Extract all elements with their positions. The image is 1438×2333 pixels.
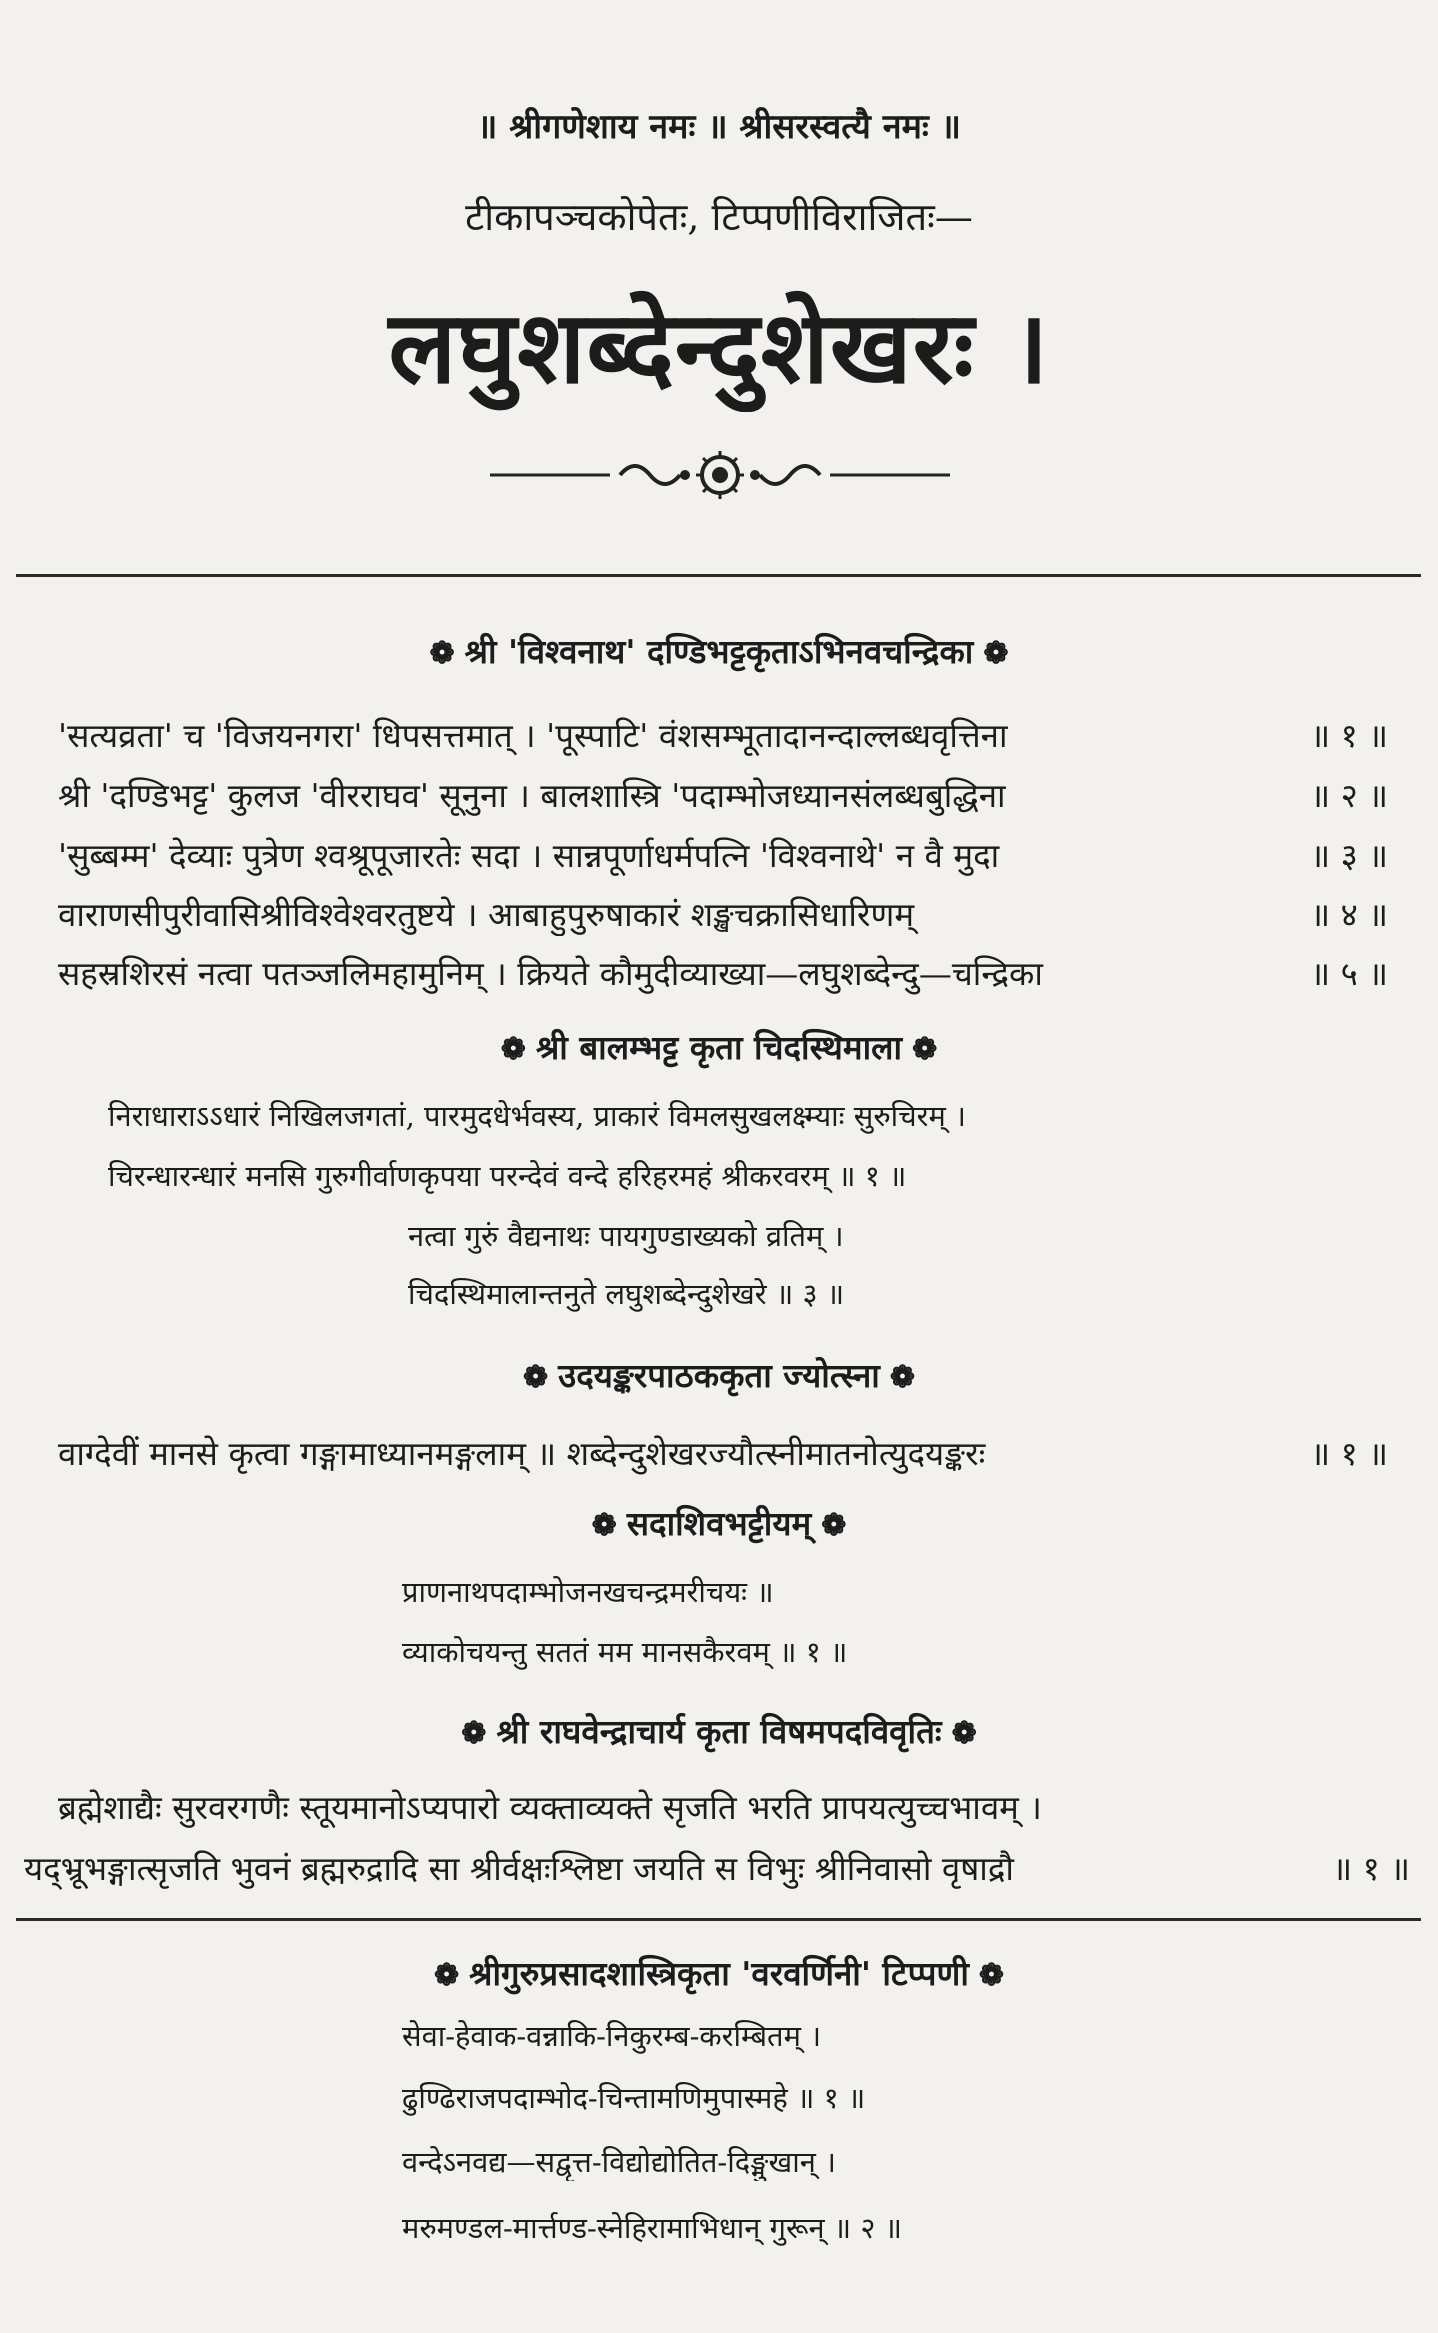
book-title: लघुशब्देन्दुशेखरः । xyxy=(388,288,1050,406)
flower-icon: ❁ xyxy=(821,1508,847,1543)
flower-icon: ❁ xyxy=(889,1360,915,1395)
verse-line: वाराणसीपुरीवासिश्रीविश्वेश्वरतुष्टये । आबाहुपुरुषाकारं शङ्खचक्रासिधारिणम् ॥ ४ ॥ xyxy=(58,895,1388,934)
verse-line: 'सत्यव्रता' च 'विजयनगरा' धिपसत्तमात् । 'पूस्पाटि' वंशसम्भूतादानन्दाल्लब्धवृत्तिना ॥ १ ॥ xyxy=(58,716,1388,755)
verse-line: वाग्देवीं मानसे कृत्वा गङ्गामाध्यानमङ्गलाम् ॥ शब्देन्दुशेखरज्यौत्स्नीमातनोत्युदयङ्करः ॥ १ ॥ xyxy=(58,1434,1388,1473)
verse-line: यद्भ्रूभङ्गात्सृजति भुवनं ब्रह्मरुद्रादि सा श्रीर्वक्षःश्लिष्टा जयति स विभुः श्रीनिवासो वृषाद्रौ ॥ १ ॥ xyxy=(24,1849,1410,1888)
verse-line: सेवा-हेवाक-वन्नाकि-निकुरम्ब-करम्बितम् । xyxy=(402,2019,822,2053)
divider-bottom xyxy=(16,1918,1421,1921)
floral-divider-icon xyxy=(490,445,950,505)
verse-line: चिरन्धारन्धारं मनसि गुरुगीर्वाणकृपया परन्देवं वन्दे हरिहरमहं श्रीकरवरम् ॥ १ ॥ xyxy=(108,1159,907,1193)
divider-top xyxy=(16,574,1421,577)
verse-line: ब्रह्मेशाद्यैः सुरवरगणैः स्तूयमानोऽप्यपारो व्यक्ताव्यक्ते सृजति भरति प्रापयत्युच्चभावम् । xyxy=(58,1788,1042,1827)
invocation: ॥ श्रीगणेशाय नमः ॥ श्रीसरस्वत्यै नमः ॥ xyxy=(477,107,961,147)
subtitle: टीकापञ्चकोपेतः, टिप्पणीविराजितः— xyxy=(465,195,973,239)
verse-line: प्राणनाथपदाम्भोजनखचन्द्रमरीचयः ॥ xyxy=(402,1575,774,1609)
section-heading-sadashivabhattiyam: ❁ सदाशिवभट्टीयम् ❁ xyxy=(591,1504,847,1543)
verse-line: श्री 'दण्डिभट्ट' कुलज 'वीरराघव' सूनुना । बालशास्त्रि 'पदाम्भोजध्यानसंलब्धबुद्धिना ॥ २ ॥ xyxy=(58,776,1388,815)
flower-icon: ❁ xyxy=(522,1360,549,1395)
flower-icon: ❁ xyxy=(461,1716,487,1751)
flower-icon: ❁ xyxy=(433,1958,460,1993)
flower-icon: ❁ xyxy=(912,1032,938,1067)
verse-line: 'सुब्बम्म' देव्याः पुत्रेण श्वश्रूपूजारतेः सदा । सान्नपूर्णाधर्मपत्नि 'विश्वनाथे' न वै मुदा ॥ ३ ॥ xyxy=(58,836,1388,875)
flower-icon: ❁ xyxy=(951,1716,977,1751)
section-heading-chidasthimala: ❁ श्री बालम्भट्ट कृता चिदस्थिमाला ❁ xyxy=(500,1028,938,1067)
verse-line: मरुमण्डल-मार्त्तण्ड-स्नेहिरामाभिधान् गुरून् ॥ २ ॥ xyxy=(402,2211,903,2245)
section-heading-vishamapadavivriti: ❁ श्री राघवेन्द्राचार्य कृता विषमपदविवृतिः ❁ xyxy=(461,1712,977,1751)
verse-line: ढुण्ढिराजपदाम्भोद-चिन्तामणिमुपास्महे ॥ १ ॥ xyxy=(402,2081,866,2115)
section-heading-jyotsna: ❁ उदयङ्करपाठककृता ज्योत्स्ना ❁ xyxy=(522,1356,915,1395)
verse-line: चिदस्थिमालान्तनुते लघुशब्देन्दुशेखरे ॥ ३ ॥ xyxy=(408,1277,845,1311)
section-heading-varavarnini: ❁ श्रीगुरुप्रसादशास्त्रिकृता 'वरवर्णिनी' टिप्पणी ❁ xyxy=(433,1954,1005,1993)
flower-icon: ❁ xyxy=(500,1032,526,1067)
verse-line: निराधाराऽऽधारं निखिलजगतां, पारमुदधेर्भवस्य, प्राकारं विमलसुखलक्ष्म्याः सुरुचिरम् । xyxy=(108,1099,967,1133)
section-heading-abhinavachandrika: ❁ श्री 'विश्वनाथ' दण्डिभट्टकृताऽभिनवचन्द्रिका ❁ xyxy=(429,632,1009,671)
verse-line: सहस्रशिरसं नत्वा पतञ्जलिमहामुनिम् । क्रियते कौमुदीव्याख्या—लघुशब्देन्दु—चन्द्रिका ॥ ५ ॥ xyxy=(58,954,1388,993)
verse-line: वन्देऽनवद्य—सद्वृत्त-विद्योद्योतित-दिङ्मुखान् । xyxy=(402,2145,837,2179)
flower-icon: ❁ xyxy=(591,1508,617,1543)
flower-icon: ❁ xyxy=(978,1958,1005,1993)
flower-icon: ❁ xyxy=(983,636,1009,671)
verse-line: नत्वा गुरुं वैद्यनाथः पायगुण्डाख्यको व्रतिम् । xyxy=(408,1219,844,1253)
verse-line: व्याकोचयन्तु सततं मम मानसकैरवम् ॥ १ ॥ xyxy=(402,1635,848,1669)
flower-icon: ❁ xyxy=(429,636,455,671)
